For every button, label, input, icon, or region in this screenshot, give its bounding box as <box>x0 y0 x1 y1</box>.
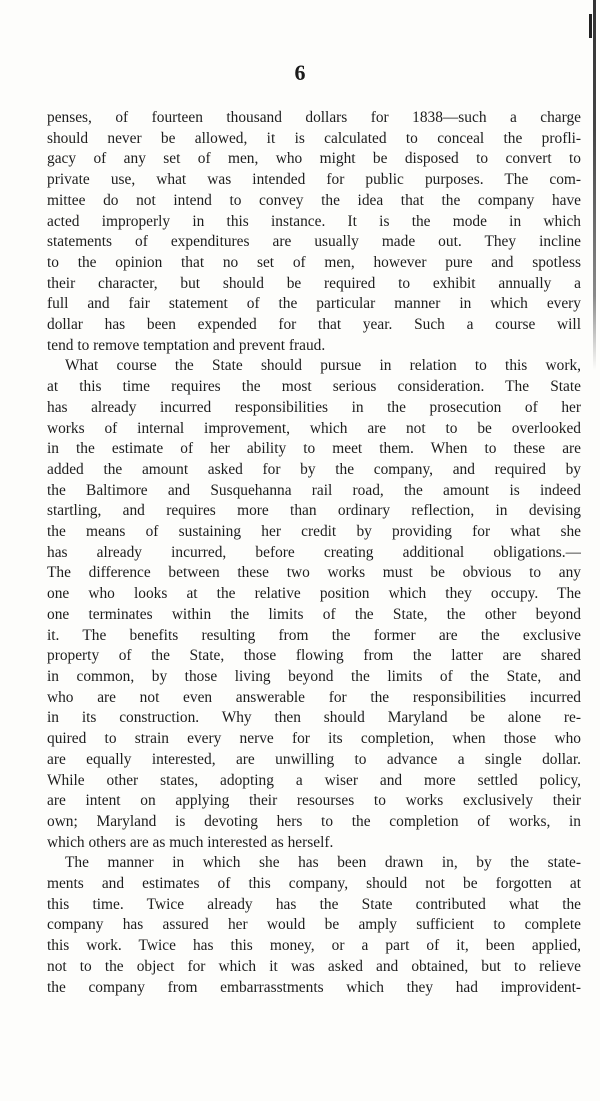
text-line: at this time requires the most serious consideration. The State <box>47 378 581 396</box>
text-line: one who looks at the relative position which they occupy. The <box>47 585 581 603</box>
text-line: the company from embarrasstments which they had improvident- <box>47 978 581 996</box>
text-line: the Baltimore and Susquehanna rail road, the amount is indeed <box>47 481 581 499</box>
text-line: has already incurred, before creating additional obligations.— <box>47 543 581 561</box>
text-line: one terminates within the limits of the State, the other beyond <box>47 605 581 623</box>
text-line: company has assured her would be amply sufficient to complete <box>47 916 581 934</box>
text-line: works of internal improvement, which are not to be overlooked <box>47 419 581 437</box>
text-line: quired to strain every nerve for its completion, when those who <box>47 730 581 748</box>
text-line: private use, what was intended for public purposes. The com- <box>47 171 581 189</box>
page-number: 6 <box>294 60 306 85</box>
body-text <box>47 108 581 998</box>
text-line: mittee do not intend to convey the idea that the company have <box>47 191 581 209</box>
text-line: statements of expenditures are usually made out. They incline <box>47 233 581 251</box>
text-line: should never be allowed, it is calculated to conceal the profli- <box>47 129 581 147</box>
paragraph-start-line: What course the State should pursue in relation to this work, <box>65 357 581 375</box>
text-line: not to the object for which it was asked and obtained, but to relieve <box>47 957 581 975</box>
page-edge-rule <box>593 0 596 370</box>
text-line: full and fair statement of the particular manner in which every <box>47 295 581 313</box>
text-line: ments and estimates of this company, should not be forgotten at <box>47 875 581 893</box>
text-line: are intent on applying their resourses to works exclusively their <box>47 792 581 810</box>
text-line: it. The benefits resulting from the former are the exclusive <box>47 626 581 644</box>
text-line: dollar has been expended for that year. Such a course will <box>47 316 581 334</box>
text-line: The difference between these two works must be obvious to any <box>47 564 581 582</box>
text-line: penses, of fourteen thousand dollars for 1838—such a charge <box>47 109 581 126</box>
text-line: this time. Twice already has the State contributed what the <box>47 895 581 913</box>
text-line: tend to remove temptation and prevent fraud. <box>47 336 326 354</box>
text-line: has already incurred responsibilities in the prosecution of her <box>47 398 581 416</box>
text-line: in the estimate of her ability to meet them. When to these are <box>47 440 581 458</box>
text-line: added the amount asked for by the company, and required by <box>47 460 581 478</box>
text-line: the means of sustaining her credit by providing for what she <box>47 523 581 541</box>
text-line: property of the State, those flowing from the latter are shared <box>47 647 581 665</box>
text-line: to the opinion that no set of men, however pure and spotless <box>47 253 581 271</box>
paragraph-start-line: The manner in which she has been drawn in, by the state- <box>65 854 581 872</box>
text-line: who are not even answerable for the responsibilities incurred <box>47 688 581 706</box>
text-line: their character, but should be required to exhibit annually a <box>47 274 581 292</box>
text-line: this work. Twice has this money, or a part of it, been applied, <box>47 937 581 955</box>
text-line: are equally interested, are unwilling to advance a single dollar. <box>47 750 581 768</box>
text-line: gacy of any set of men, who might be disposed to convert to <box>47 150 581 168</box>
text-line: startling, and requires more than ordinary reflection, in devising <box>47 502 581 520</box>
text-line: acted improperly in this instance. It is the mode in which <box>47 212 581 230</box>
text-line: in its construction. Why then should Maryland be alone re- <box>47 709 581 727</box>
text-line: in common, by those living beyond the limits of the State, and <box>47 667 581 685</box>
text-line: which others are as much interested as herself. <box>47 833 334 851</box>
text-line: own; Maryland is devoting hers to the completion of works, in <box>47 812 581 830</box>
text-line: While other states, adopting a wiser and more settled policy, <box>47 771 581 789</box>
page-edge-mark <box>589 14 592 38</box>
